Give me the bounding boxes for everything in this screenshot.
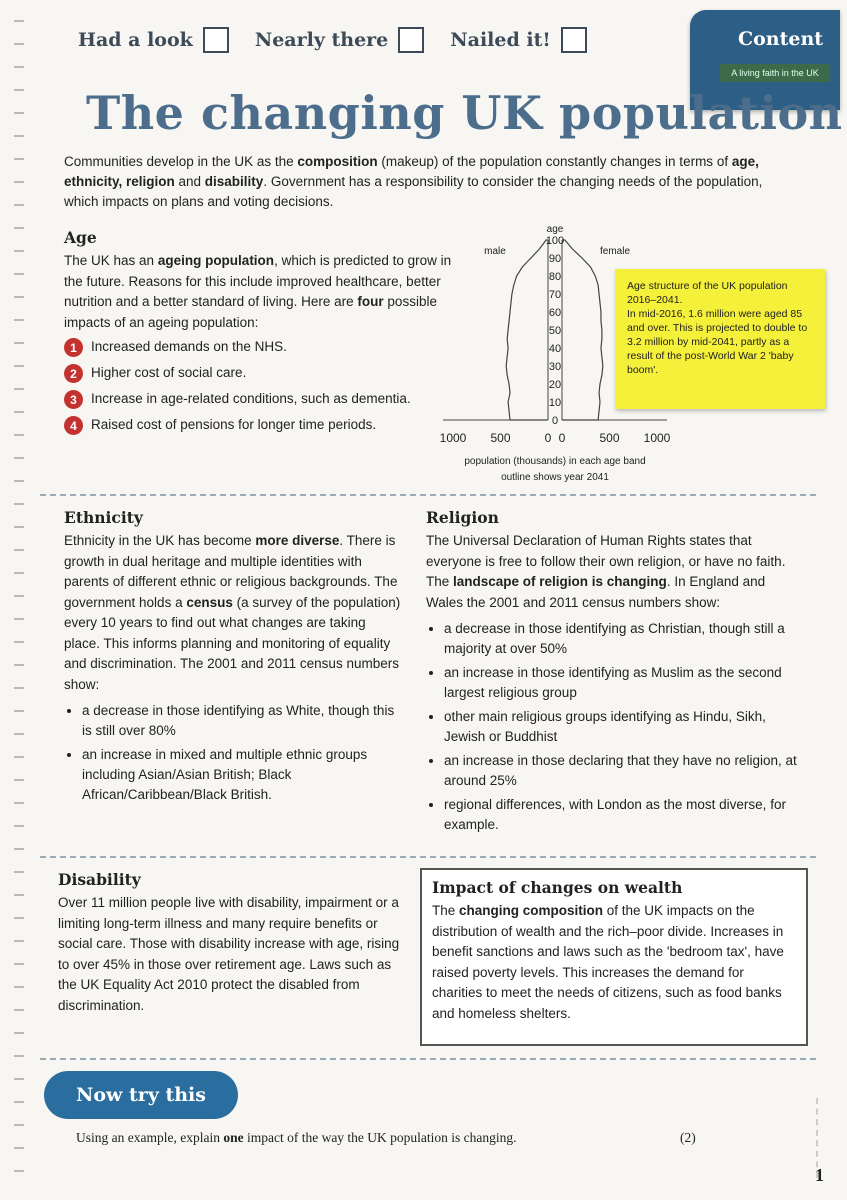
spiral-mark — [14, 733, 24, 735]
spiral-mark — [14, 43, 24, 45]
now-try-this-badge: Now try this — [44, 1071, 238, 1119]
spiral-mark — [14, 756, 24, 758]
note-title: Age structure of the UK population 2016–2041. — [627, 280, 788, 306]
male-label: male — [484, 246, 506, 257]
spiral-mark — [14, 779, 24, 781]
spiral-mark — [14, 319, 24, 321]
y-tick-label: 80 — [548, 271, 562, 283]
chart-note: outline shows year 2041 — [501, 472, 609, 483]
divider — [40, 1058, 816, 1060]
tracker-had-a-look[interactable] — [78, 27, 229, 53]
checkbox-nearly-there[interactable] — [398, 27, 424, 53]
spiral-mark — [14, 480, 24, 482]
divider — [40, 856, 816, 858]
spiral-mark — [14, 641, 24, 643]
spiral-mark — [14, 273, 24, 275]
spiral-mark — [14, 503, 24, 505]
spiral-mark — [14, 802, 24, 804]
religion-section — [426, 508, 804, 839]
ethnicity-paragraph: Ethnicity in the UK has become more diverse. There is growth in dual heritage and multiple identities with parents of different ethnic or religious backgrounds. The government holds a census (a survey of the population) every 10 years to find out what changes are taking place. This informs planning and monitoring of equality and discrimination. The 2001 and 2011 census numbers show: — [64, 533, 401, 692]
spiral-mark — [14, 526, 24, 528]
wealth-paragraph: The changing composition of the UK impacts on the distribution of wealth and the rich–poor divide. Increases in benefit sanctions and laws such as the 'bedroom tax', have raised poverty levels. This increases the demand for charities to meet the needs of citizens, such as food banks and homeless shelters. — [432, 903, 784, 1021]
religion-list — [426, 619, 804, 835]
y-tick-label: 10 — [548, 397, 562, 409]
wealth-impact-box — [420, 868, 808, 1046]
question-text: Using an example, explain one impact of the way the UK population is changing. — [76, 1130, 517, 1145]
age-impacts-list — [64, 337, 456, 435]
list-item: 2 Higher cost of social care. — [64, 363, 456, 383]
tab-title: Content — [738, 28, 824, 50]
list-item: • regional differences, with London as the most diverse, for example. — [444, 795, 804, 835]
x-tick-label: 500 — [599, 431, 620, 445]
sticky-note — [615, 269, 825, 409]
progress-tracker — [78, 27, 587, 53]
checkbox-nailed-it[interactable] — [561, 27, 587, 53]
list-item: • a decrease in those identifying as Christian, though still a majority at over 50% — [444, 619, 804, 659]
spiral-mark — [14, 457, 24, 459]
page-title: The changing UK population — [86, 86, 843, 140]
disability-section — [58, 870, 404, 1016]
y-tick-label: 30 — [548, 361, 562, 373]
tracker-label: Had a look — [78, 29, 193, 51]
note-text: In mid-2016, 1.6 million were aged 85 and over. This is projected to double to 3.2 million by mid-2041, partly as a result of the post-World War 2 'baby boom'. — [627, 308, 808, 376]
x-axis-label: population (thousands) in each age band — [464, 456, 646, 467]
spiral-mark — [14, 1170, 24, 1172]
spiral-mark — [14, 135, 24, 137]
tracker-nailed-it[interactable] — [450, 27, 586, 53]
spiral-mark — [14, 1124, 24, 1126]
list-item: 3 Increase in age-related conditions, such as dementia. — [64, 389, 456, 409]
spiral-mark — [14, 1101, 24, 1103]
age-heading: Age — [64, 228, 97, 247]
y-tick-label: 0 — [551, 415, 559, 427]
tracker-nearly-there[interactable] — [255, 27, 424, 53]
age-paragraph: The UK has an ageing population, which is predicted to grow in the future. Reasons for this include improved healthcare, better nutrition and a better standard of living. Here are four possible impacts of an ageing population: — [64, 253, 452, 330]
list-item: 1 Increased demands on the NHS. — [64, 337, 456, 357]
spiral-mark — [14, 1032, 24, 1034]
age-section — [64, 228, 456, 441]
y-tick-label: 100 — [545, 235, 565, 247]
disability-paragraph: Over 11 million people live with disability, impairment or a limiting long-term illness and many require benefits or social care. Those with disability increase with age, rising to over 45% in those over retirement age. Laws such as the UK Equality Act 2010 protect the disabled from discrimination. — [58, 895, 400, 1013]
disability-heading: Disability — [58, 870, 141, 889]
female-label: female — [599, 246, 631, 257]
number-badge: 1 — [64, 338, 83, 357]
spiral-mark — [14, 342, 24, 344]
spiral-mark — [14, 89, 24, 91]
spiral-mark — [14, 710, 24, 712]
y-tick-label: 50 — [548, 325, 562, 337]
religion-heading: Religion — [426, 508, 499, 527]
spiral-mark — [14, 181, 24, 183]
number-badge: 4 — [64, 416, 83, 435]
list-item: • an increase in mixed and multiple ethnic groups including Asian/Asian British; Black African/Caribbean/Black British. — [82, 745, 404, 805]
spiral-mark — [14, 848, 24, 850]
y-tick-label: 20 — [548, 379, 562, 391]
divider — [40, 494, 816, 496]
spiral-mark — [14, 618, 24, 620]
x-tick-label: 500 — [490, 431, 511, 445]
x-tick-label: 1000 — [643, 431, 671, 445]
spiral-mark — [14, 434, 24, 436]
y-tick-label: 90 — [548, 253, 562, 265]
y-axis-label: age — [546, 224, 564, 235]
ethnicity-heading: Ethnicity — [64, 508, 143, 527]
spiral-mark — [14, 1055, 24, 1057]
female-outline — [562, 240, 603, 420]
spiral-mark — [14, 963, 24, 965]
marks-label: (2) — [680, 1130, 696, 1145]
spiral-mark — [14, 112, 24, 114]
spiral-mark — [14, 871, 24, 873]
spiral-mark — [14, 572, 24, 574]
number-badge: 3 — [64, 390, 83, 409]
spiral-mark — [14, 664, 24, 666]
y-tick-label: 60 — [548, 307, 562, 319]
spiral-mark — [14, 365, 24, 367]
list-item: • a decrease in those identifying as White, though this is still over 80% — [82, 701, 404, 741]
spiral-mark — [14, 940, 24, 942]
spiral-mark — [14, 388, 24, 390]
checkbox-had-a-look[interactable] — [203, 27, 229, 53]
x-tick-label: 0 — [558, 431, 566, 445]
x-tick-label: 0 — [544, 431, 552, 445]
spiral-mark — [14, 595, 24, 597]
list-item: • other main religious groups identifying as Hindu, Sikh, Jewish or Buddhist — [444, 707, 804, 747]
number-badge: 2 — [64, 364, 83, 383]
tracker-label: Nailed it! — [450, 29, 551, 51]
spiral-mark — [14, 687, 24, 689]
ethnicity-section — [64, 508, 404, 809]
spiral-mark — [14, 250, 24, 252]
spiral-mark — [14, 204, 24, 206]
male-outline — [506, 240, 548, 420]
spiral-mark — [14, 1009, 24, 1011]
list-item: • an increase in those declaring that they have no religion, at around 25% — [444, 751, 804, 791]
list-item: • an increase in those identifying as Muslim as the second largest religious group — [444, 663, 804, 703]
spiral-mark — [14, 825, 24, 827]
spiral-mark — [14, 158, 24, 160]
x-tick-label: 1000 — [439, 431, 467, 445]
intro-paragraph: Communities develop in the UK as the composition (makeup) of the population constantly changes in terms of age, ethnicity, religion and disability. Government has a responsibility to consider the changing needs of the population, which impacts on plans and voting decisions. — [64, 154, 763, 209]
ethnicity-list — [64, 701, 404, 805]
wealth-heading: Impact of changes on wealth — [432, 878, 683, 897]
religion-paragraph: The Universal Declaration of Human Rights states that everyone is free to follow their own religion, or have no faith. The landscape of religion is changing. In England and Wales the 2001 and 2011 census numbers show: — [426, 533, 786, 610]
spiral-mark — [14, 917, 24, 919]
tab-subtitle: A living faith in the UK — [720, 64, 830, 82]
list-item: 4 Raised cost of pensions for longer time periods. — [64, 415, 456, 435]
spiral-mark — [14, 1078, 24, 1080]
spiral-mark — [14, 296, 24, 298]
tracker-label: Nearly there — [254, 29, 389, 51]
spiral-mark — [14, 549, 24, 551]
spiral-mark — [14, 986, 24, 988]
spiral-mark — [14, 20, 24, 22]
spiral-mark — [14, 227, 24, 229]
spiral-binding — [14, 0, 28, 1200]
y-tick-label: 40 — [548, 343, 562, 355]
spiral-mark — [14, 1147, 24, 1149]
y-tick-label: 70 — [548, 289, 562, 301]
spiral-mark — [14, 66, 24, 68]
page-number: 1 — [815, 1165, 824, 1185]
spiral-mark — [14, 411, 24, 413]
spiral-mark — [14, 894, 24, 896]
